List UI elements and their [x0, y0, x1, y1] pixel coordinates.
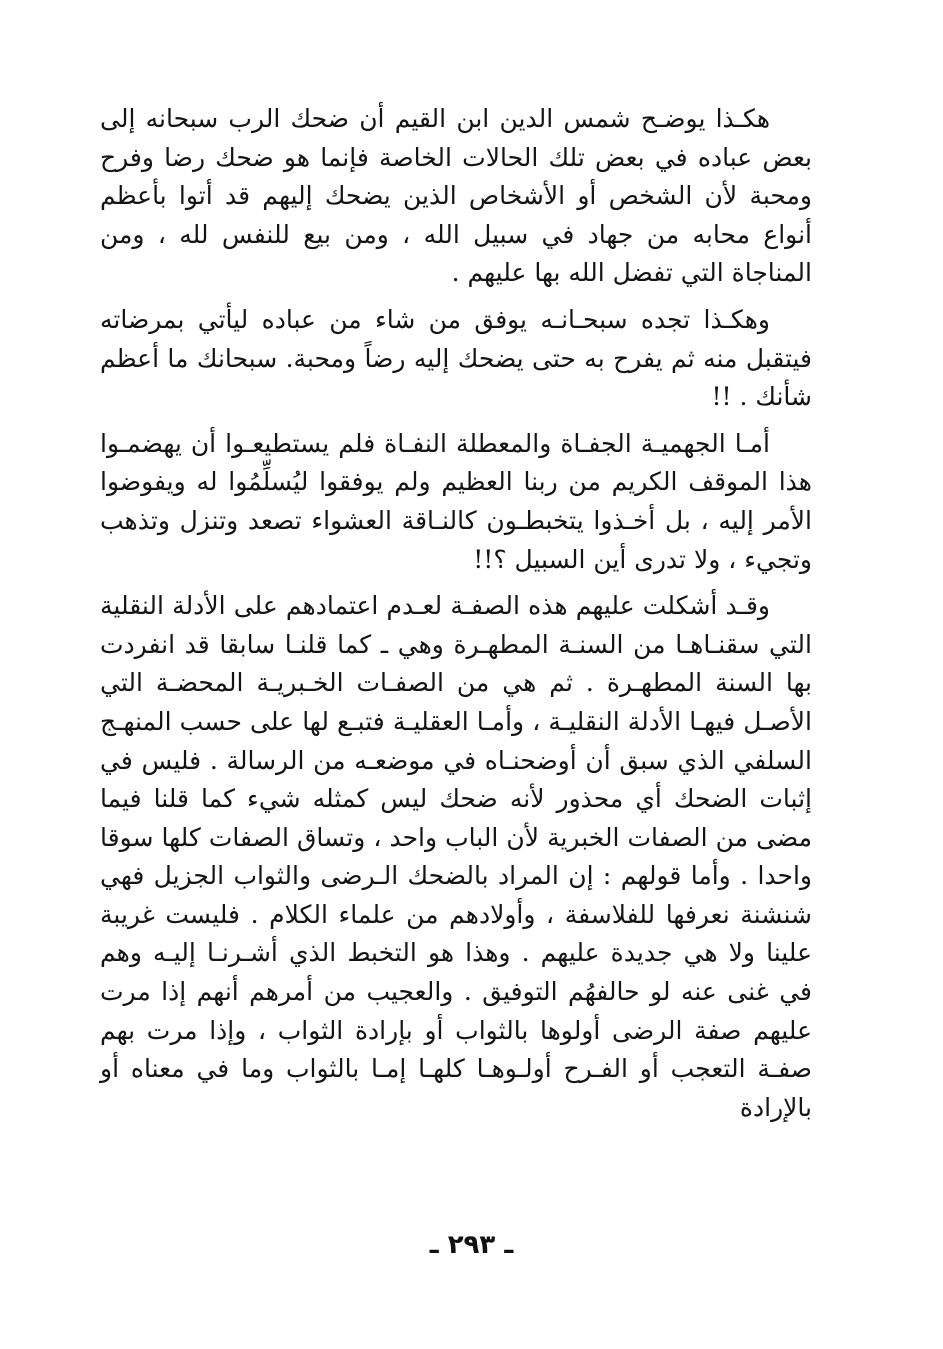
- paragraph-1: هكـذا يوضـح شمس الدين ابن القيم أن ضحك الرب سبحانه إلى بعض عباده في بعض تلك الحالات الخاصة فإنما هو ضحك رضا وفرح ومحبة لأن الشخص أو الأشخاص الذين يضحك إليهم قد أتوا بأعظم أنواع محابه من جهاد في سبيل الله ، ومن بيع للنفس لله ، ومن المناجاة التي تفضل الله بها عليهم .: [100, 104, 812, 288]
- body-text: [100, 100, 812, 1135]
- page-number: ـ ٢٩٣ ـ: [429, 1230, 514, 1260]
- paragraph-3: أمـا الجهميـة الجفـاة والمعطلة النفـاة فلم يستطيعـوا أن يهضمـوا هذا الموقف الكريم من ربنا العظيم ولم يوفقوا ليُسلِّمُوا له ويفوضوا الأمر إليه ، بل أخـذوا يتخبطـون كالنـاقة العشواء تصعد وتنزل وتذهب وتجيء ، ولا تدرى أين السبيل ؟!!: [100, 428, 812, 574]
- paragraph-2: وهكـذا تجده سبحـانـه يوفق من شاء من عباده ليأتي بمرضاته فيتقبل منه ثم يفرح به حتى يضحك إليه رضاً ومحبة. سبحانك ما أعظم شأنك . !!: [100, 304, 812, 412]
- paragraph-4: وقـد أشكلت عليهم هذه الصفـة لعـدم اعتمادهم على الأدلة النقلية التي سقنـاهـا من السنـة المطهـرة وهي ـ كما قلنـا سابقا قد انفردت بها السنة المطهـرة . ثم هي من الصفـات الخـبريـة المحضـة التي الأصـل فيهـا الأدلة النقليـة ، وأمـا العقليـة فتبـع لها على حسب المنهـج السلفي الذي سبق أن أوضحنـاه في موضعـه من الرسالة . فليس في إثبات الضحك أي محذور لأنه ضحك ليس كمثله شيء كما قلنا فيما مضى من الصفات الخبرية لأن الباب واحد ، وتساق الصفات كلها سوقا واحدا . وأما قولهم : إن المراد بالضحك الـرضى والثواب الجزيل فهي شنشنة نعرفها للفلاسفة ، وأولادهم من علماء الكلام . فليست غريبة علينا ولا هي جديدة عليهم . وهذا هو التخبط الذي أشـرنـا إليـه وهم في غنى عنه لو حالفهُم التوفيق . والعجيب من أمرهم أنهم إذا مرت عليهم صفة الرضى أولوها بالثواب أو بإرادة الثواب ، وإذا مرت بهم صفـة التعجب أو الفـرح أولـوهـا كلهـا إمـا بالثواب وما في معناه أو بالإرادة: [100, 591, 812, 1122]
